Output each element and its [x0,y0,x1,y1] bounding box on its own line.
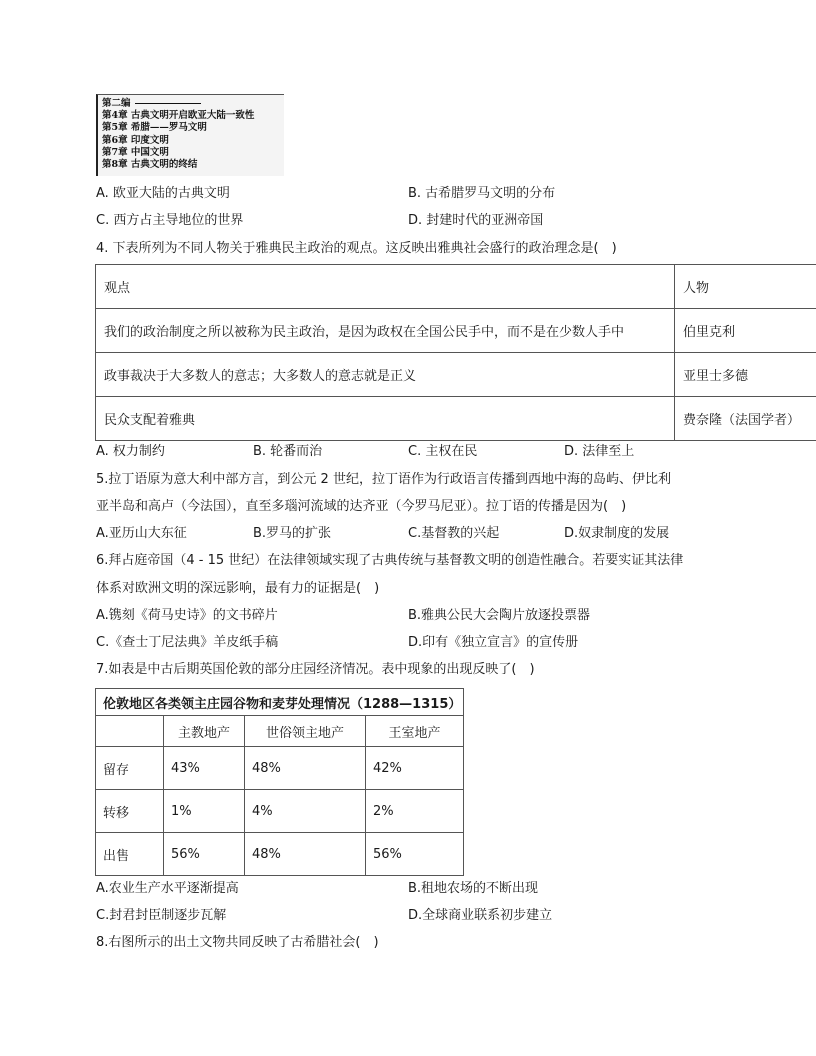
toc-chapter-5: 第5章 希腊——罗马文明 [102,122,207,134]
q3-option-d: D. 封建时代的亚洲帝国 [408,213,544,228]
q7-stem: 7.如表是中古后期英国伦敦的部分庄园经济情况。表中现象的出现反映了( ) [96,662,535,677]
person-cell: 费奈隆（法国学者） [675,397,816,441]
q5-option-a: A.亚历山大东征 [96,526,187,541]
header-cell-secular: 世俗领主地产 [245,716,366,747]
q6-option-b: B.雅典公民大会陶片放逐投票器 [408,608,591,623]
opinion-cell: 政事裁决于大多数人的意志；大多数人的意志就是正义 [96,353,675,397]
q6-option-d: D.印有《独立宣言》的宣传册 [408,635,579,650]
q4-opinion-table [95,264,816,441]
toc-part-heading: 第二编 [102,98,284,110]
q3-option-c: C. 西方占主导地位的世界 [96,213,244,228]
q7-option-d: D.全球商业联系初步建立 [408,908,553,923]
q6-option-a: A.镌刻《荷马史诗》的文书碎片 [96,608,278,623]
table-row [96,747,464,790]
row-label: 留存 [96,747,164,790]
table-cell: 48% [245,747,366,790]
toc-chapter-8: 第8章 古典文明的终结 [102,159,198,171]
row-label: 转移 [96,790,164,833]
opinion-cell: 民众支配着雅典 [96,397,675,441]
table-cell: 48% [245,833,366,876]
q3-option-a: A. 欧亚大陆的古典文明 [96,186,230,201]
toc-chapter-6: 第6章 印度文明 [102,134,169,146]
q6-stem-line-1: 6.拜占庭帝国（4 - 15 世纪）在法律领域实现了古典传统与基督教文明的创造性融合。若要实证其法律 [96,553,684,568]
table-cell: 1% [164,790,245,833]
header-cell-opinion: 观点 [96,265,675,309]
q7-option-c: C.封君封臣制逐步瓦解 [96,908,227,923]
table-cell: 4% [245,790,366,833]
row-label: 出售 [96,833,164,876]
header-cell-blank [96,716,164,747]
q5-stem-line-1: 5.拉丁语原为意大利中部方言，到公元 2 世纪，拉丁语作为行政语言传播到西地中海的岛屿、伊比利 [96,472,671,487]
header-cell-royal: 王室地产 [366,716,464,747]
q7-option-a: A.农业生产水平逐渐提高 [96,881,239,896]
table-caption: 伦敦地区各类领主庄园谷物和麦芽处理情况（1288—1315） [96,689,464,716]
q4-option-b: B. 轮番而治 [253,444,323,459]
q6-stem-line-2: 体系对欧洲文明的深远影响，最有力的证据是( ) [96,581,380,596]
q4-stem: 4. 下表所列为不同人物关于雅典民主政治的观点。这反映出雅典社会盛行的政治理念是( ) [96,241,617,256]
q7-manor-table [95,688,464,876]
q4-option-a: A. 权力制约 [96,444,165,459]
q6-option-c: C.《查士丁尼法典》羊皮纸手稿 [96,635,279,650]
table-row [96,790,464,833]
person-cell: 亚里士多德 [675,353,816,397]
q5-option-c: C.基督教的兴起 [408,526,500,541]
toc-chapter-7: 第7章 中国文明 [102,146,169,158]
table-row [96,309,816,353]
table-cell: 43% [164,747,245,790]
toc-chapter-4: 第4章 古典文明开启欧亚大陆一致性 [102,110,255,122]
q7-option-b: B.租地农场的不断出现 [408,881,539,896]
table-row [96,353,816,397]
q5-option-b: B.罗马的扩张 [253,526,332,541]
q4-option-d: D. 法律至上 [564,444,635,459]
header-cell-bishop: 主教地产 [164,716,245,747]
textbook-contents-image [96,94,284,176]
q8-stem: 8.右图所示的出土文物共同反映了古希腊社会( ) [96,935,379,950]
table-row [96,833,464,876]
q5-stem-line-2: 亚半岛和高卢（今法国），直至多瑙河流域的达齐亚（今罗马尼亚）。拉丁语的传播是因为( ) [96,499,627,514]
table-cell: 2% [366,790,464,833]
table-cell: 56% [164,833,245,876]
table-header-row [96,716,464,747]
q3-option-b: B. 古希腊罗马文明的分布 [408,186,556,201]
q4-option-c: C. 主权在民 [408,444,478,459]
opinion-cell: 我们的政治制度之所以被称为民主政治，是因为政权在全国公民手中，而不是在少数人手中 [96,309,675,353]
table-cell: 42% [366,747,464,790]
table-caption-row [96,689,464,716]
table-row [96,397,816,441]
table-header-row [96,265,816,309]
header-cell-person: 人物 [675,265,816,309]
q5-option-d: D.奴隶制度的发展 [564,526,670,541]
person-cell: 伯里克利 [675,309,816,353]
table-cell: 56% [366,833,464,876]
